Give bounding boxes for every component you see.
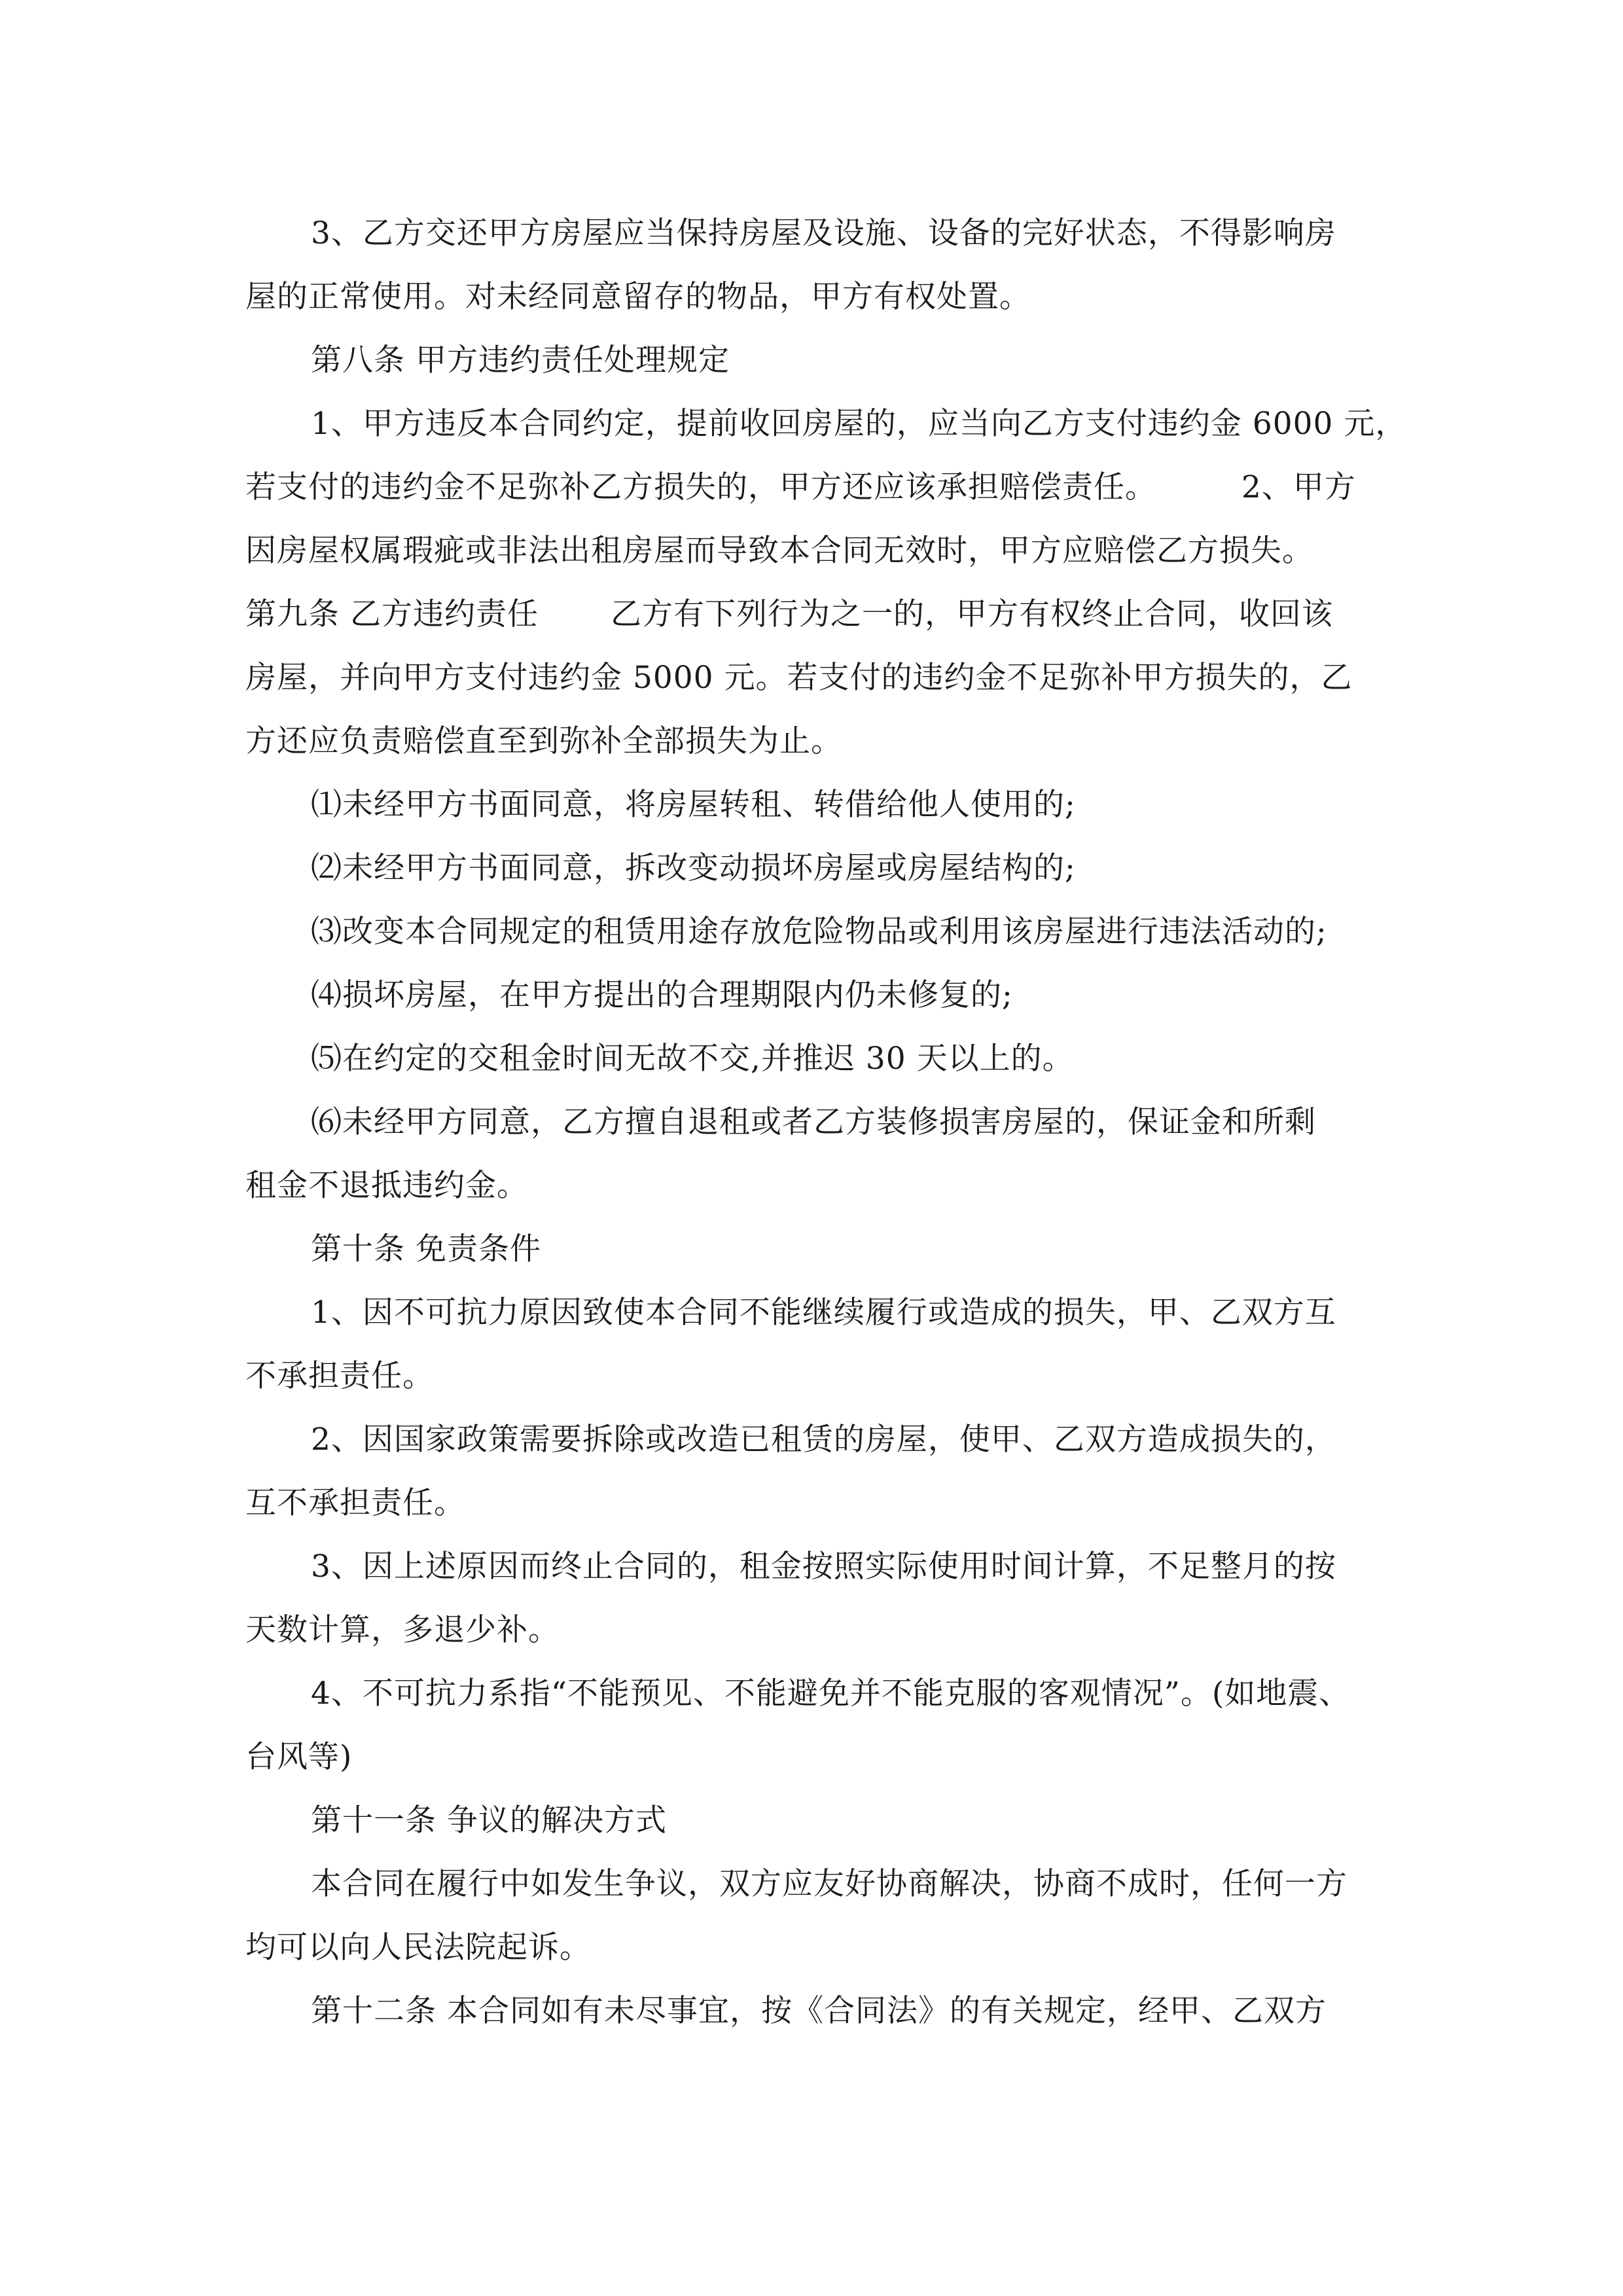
- paragraph-line: 台风等): [245, 1739, 353, 1775]
- paragraph-line: 租金不退抵违约金。: [245, 1168, 528, 1204]
- list-item: ⑸在约定的交租金时间无故不交,并推迟 30 天以上的。: [311, 1041, 1074, 1077]
- paragraph-line: 因房屋权属瑕疵或非法出租房屋而导致本合同无效时，甲方应赔偿乙方损失。: [245, 533, 1313, 569]
- section-heading: 第九条 乙方违约责任: [245, 596, 539, 632]
- paragraph-text: 若支付的违约金不足弥补乙方损失的，甲方还应该承担赔偿责任。: [245, 469, 1156, 505]
- paragraph-line: 第十二条 本合同如有未尽事宜，按《合同法》的有关规定，经甲、乙双方: [311, 1993, 1327, 2029]
- paragraph-line: 房屋，并向甲方支付违约金 5000 元。若支付的违约金不足弥补甲方损失的，乙: [245, 660, 1353, 696]
- paragraph-line: 2、因国家政策需要拆除或改造已租赁的房屋，使甲、乙双方造成损失的，: [311, 1422, 1336, 1458]
- paragraph-line: 均可以向人民法院起诉。: [245, 1929, 591, 1965]
- paragraph-line: [245, 468, 1356, 507]
- paragraph-line: 天数计算，多退少补。: [245, 1612, 560, 1648]
- paragraph-line: 屋的正常使用。对未经同意留存的物品，甲方有权处置。: [245, 279, 1031, 315]
- paragraph-line: 1、甲方违反本合同约定，提前收回房屋的，应当向乙方支付违约金 6000 元，: [311, 406, 1407, 442]
- paragraph-text: 2、甲方: [1241, 469, 1356, 505]
- paragraph-text: 乙方有下列行为之一的，甲方有权终止合同，收回该: [610, 596, 1333, 632]
- section-heading: 第十一条 争议的解决方式: [311, 1803, 667, 1839]
- paragraph-line: 本合同在履行中如发生争议，双方应友好协商解决，协商不成时，任何一方: [311, 1866, 1347, 1902]
- list-item: ⑶改变本合同规定的租赁用途存放危险物品或利用该房屋进行违法活动的;: [311, 914, 1327, 950]
- list-item: ⑵未经甲方书面同意，拆改变动损坏房屋或房屋结构的;: [311, 850, 1076, 886]
- paragraph-line: 方还应负责赔偿直至到弥补全部损失为止。: [245, 723, 842, 759]
- section-heading: 第十条 免责条件: [311, 1231, 541, 1267]
- list-item: ⑷损坏房屋，在甲方提出的合理期限内仍未修复的;: [311, 977, 1013, 1013]
- paragraph-line: 3、因上述原因而终止合同的，租金按照实际使用时间计算，不足整月的按: [311, 1549, 1336, 1585]
- section-heading: 第八条 甲方违约责任处理规定: [311, 342, 730, 378]
- paragraph-line: 不承担责任。: [245, 1358, 434, 1394]
- paragraph-line: 1、因不可抗力原因致使本合同不能继续履行或造成的损失，甲、乙双方互: [311, 1295, 1336, 1331]
- paragraph-line: [245, 595, 1333, 634]
- paragraph-line: 互不承担责任。: [245, 1485, 465, 1521]
- list-item: ⑹未经甲方同意，乙方擅自退租或者乙方装修损害房屋的，保证金和所剩: [311, 1104, 1316, 1140]
- paragraph-line: 4、不可抗力系指“不能预见、不能避免并不能克服的客观情况”。(如地震、: [311, 1676, 1351, 1712]
- paragraph-line: 3、乙方交还甲方房屋应当保持房屋及设施、设备的完好状态，不得影响房: [311, 215, 1336, 251]
- list-item: ⑴未经甲方书面同意，将房屋转租、转借给他人使用的;: [311, 787, 1076, 823]
